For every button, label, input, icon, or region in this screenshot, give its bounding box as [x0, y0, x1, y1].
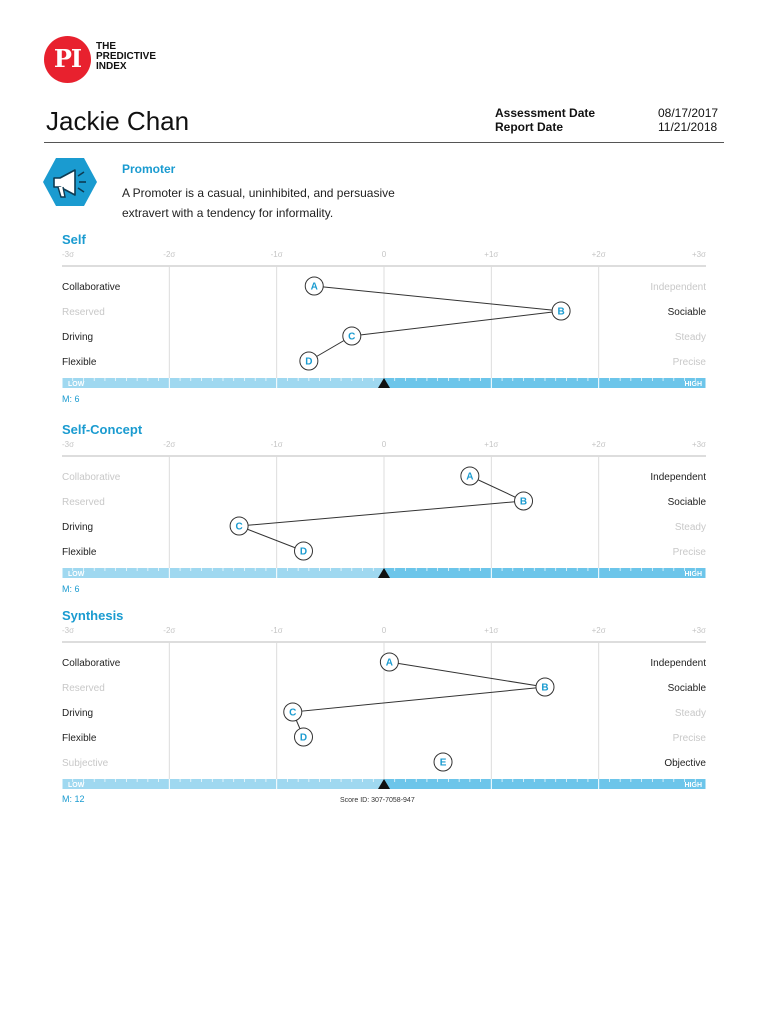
tick-label: -3σ [62, 626, 75, 635]
tick-label: -1σ [270, 250, 283, 259]
row-right-label: Independent [650, 282, 706, 293]
row-left-label: Collaborative [62, 658, 121, 669]
factor-marker-d [300, 352, 318, 370]
tick-label: 0 [381, 626, 387, 635]
m-score: M: 12 [62, 794, 85, 804]
logo-line: PREDICTIVE [96, 51, 157, 62]
row-left-label: Flexible [62, 547, 97, 558]
tick-label: -1σ [270, 626, 283, 635]
svg-text:E: E [439, 757, 447, 769]
scale-high-label: HIGH [684, 782, 702, 789]
logo-mark: PI [53, 44, 82, 73]
tick-label: +2σ [591, 440, 606, 449]
factor-marker-b [552, 302, 570, 320]
row-left-label: Subjective [62, 758, 109, 769]
factor-marker-a [380, 653, 398, 671]
tick-label: -2σ [163, 250, 176, 259]
tick-label: +1σ [484, 440, 499, 449]
section-title: Self-Concept [62, 422, 143, 437]
row-left-label: Collaborative [62, 282, 121, 293]
factor-marker-b [515, 492, 533, 510]
row-left-label: Driving [62, 522, 94, 533]
row-left-label: Reserved [62, 307, 105, 318]
tick-label: +1σ [484, 250, 499, 259]
row-right-label: Precise [672, 547, 706, 558]
row-right-label: Steady [674, 332, 706, 343]
scale-low-label: LOW [68, 571, 85, 578]
factor-marker-c [284, 703, 302, 721]
svg-text:A: A [385, 657, 393, 669]
self-chart [0, 232, 768, 412]
row-left-label: Flexible [62, 733, 97, 744]
tick-label: +2σ [591, 626, 606, 635]
profile-title: Promoter [122, 162, 176, 176]
profile-description: A Promoter is a casual, uninhibited, and persuasive extravert with a tendency for informality. [122, 186, 395, 220]
row-right-label: Precise [672, 357, 706, 368]
row-left-label: Collaborative [62, 472, 121, 483]
factor-marker-d [295, 542, 313, 560]
row-right-label: Objective [664, 758, 706, 769]
m-score: M: 6 [62, 394, 80, 404]
svg-text:B: B [541, 682, 549, 694]
tick-label: -3σ [62, 250, 75, 259]
row-left-label: Driving [62, 332, 94, 343]
megaphone-icon [42, 156, 98, 208]
row-right-label: Precise [672, 733, 706, 744]
svg-text:A: A [466, 471, 474, 483]
score-id: Score ID: 307-7058-947 [340, 797, 415, 804]
predictive-index-logo [44, 36, 91, 83]
svg-text:C: C [235, 521, 243, 533]
logo-line: THE [96, 41, 116, 52]
row-right-label: Steady [674, 708, 706, 719]
row-left-label: Flexible [62, 357, 97, 368]
person-name: Jackie Chan [46, 106, 190, 136]
svg-text:A: A [310, 281, 318, 293]
svg-text:D: D [305, 356, 313, 368]
scale-high-label: HIGH [684, 571, 702, 578]
tick-label: +1σ [484, 626, 499, 635]
factor-marker-e [434, 753, 452, 771]
factor-marker-d [295, 728, 313, 746]
tick-label: -3σ [62, 440, 75, 449]
factor-marker-a [461, 467, 479, 485]
row-right-label: Sociable [667, 683, 706, 694]
synthesis-chart [0, 608, 768, 808]
row-right-label: Sociable [667, 307, 706, 318]
tick-label: -1σ [270, 440, 283, 449]
tick-label: +3σ [691, 626, 706, 635]
row-right-label: Independent [650, 658, 706, 669]
tick-label: -2σ [163, 440, 176, 449]
scale-low-label: LOW [68, 782, 85, 789]
section-title: Self [62, 232, 86, 247]
factor-marker-b [536, 678, 554, 696]
header-divider [44, 142, 724, 143]
scale-low-label: LOW [68, 381, 85, 388]
profile-line [293, 662, 545, 737]
row-right-label: Sociable [667, 497, 706, 508]
tick-label: +3σ [691, 440, 706, 449]
svg-text:B: B [557, 306, 565, 318]
row-left-label: Reserved [62, 497, 105, 508]
logo-wordmark [96, 42, 156, 72]
tick-label: 0 [381, 250, 387, 259]
tick-label: 0 [381, 440, 387, 449]
factor-marker-c [343, 327, 361, 345]
scale-high-label: HIGH [684, 381, 702, 388]
report-date-value: 11/21/2018 [658, 120, 718, 134]
factor-marker-c [230, 517, 248, 535]
profile-line [239, 476, 523, 551]
tick-label: +3σ [691, 250, 706, 259]
svg-text:D: D [299, 546, 308, 558]
assessment-date-value: 08/17/2017 [658, 106, 719, 120]
profile-line [309, 286, 561, 361]
row-left-label: Driving [62, 708, 94, 719]
factor-marker-a [305, 277, 323, 295]
row-right-label: Steady [674, 522, 706, 533]
svg-text:D: D [299, 732, 308, 744]
row-right-label: Independent [650, 472, 706, 483]
logo-line: INDEX [96, 61, 127, 72]
svg-text:B: B [519, 496, 528, 508]
self-concept-chart [0, 422, 768, 602]
assessment-date-label: Assessment Date [495, 106, 596, 120]
tick-label: -2σ [163, 626, 176, 635]
section-title: Synthesis [62, 608, 124, 623]
tick-label: +2σ [591, 250, 606, 259]
m-score: M: 6 [62, 584, 80, 594]
row-left-label: Reserved [62, 683, 105, 694]
svg-text:C: C [289, 707, 297, 719]
svg-text:C: C [348, 331, 356, 343]
report-date-label: Report Date [495, 120, 564, 134]
